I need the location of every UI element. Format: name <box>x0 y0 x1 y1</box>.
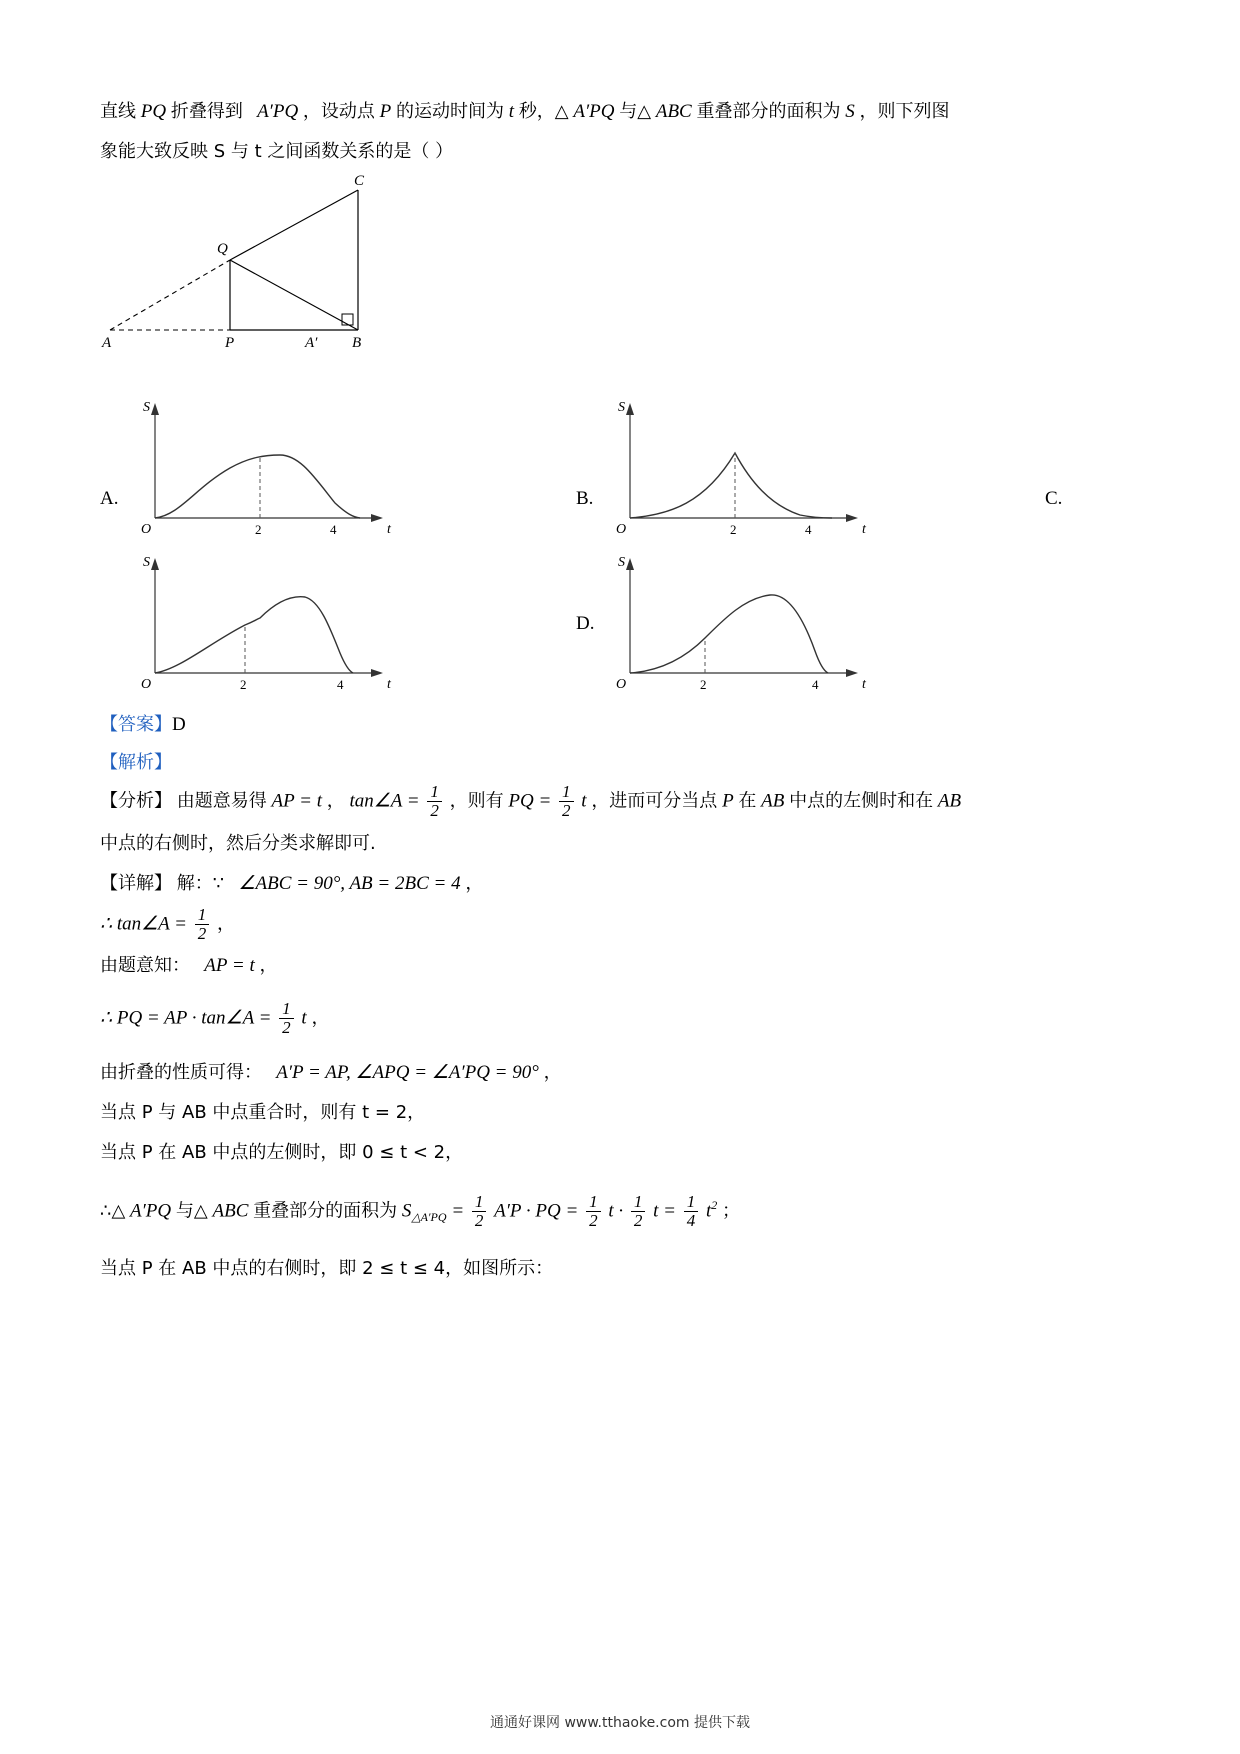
math-p: P <box>379 101 392 122</box>
xiangjie-line-5 <box>100 1056 1140 1090</box>
question-line-1 <box>100 95 1140 129</box>
option-label-b: B. <box>576 488 594 509</box>
math-t-eq: t = <box>653 1200 676 1222</box>
math-t: t <box>705 1200 712 1222</box>
fraction-numerator: 1 <box>562 782 571 801</box>
svg-text:O: O <box>616 677 627 692</box>
math-a-prime-pq: A′PQ <box>257 101 299 122</box>
fraction-numerator: 1 <box>589 1191 598 1211</box>
document-content <box>100 95 1140 1292</box>
fenxi-tag: 【分析】 <box>100 790 172 812</box>
text-fragment: 秒，△ <box>518 101 569 122</box>
xiangjie-line-1 <box>100 867 1140 901</box>
fraction-denominator: 2 <box>195 924 210 943</box>
math-fold-props: A′P = AP, ∠APQ = ∠A′PQ = 90° <box>276 1062 539 1084</box>
fraction-denominator: 2 <box>279 1018 294 1037</box>
math-a-prime-pq: A′PQ <box>130 1200 172 1222</box>
text-fragment: 解：∵ <box>176 872 225 894</box>
math-exponent: 2 <box>711 1198 718 1213</box>
xiangjie-line-8 <box>100 1188 1140 1234</box>
text-fragment: 由折叠的性质可得： <box>100 1062 262 1084</box>
fraction-one-half <box>427 783 442 820</box>
fraction-numerator: 1 <box>430 782 439 801</box>
fraction-one-half-5 <box>472 1193 487 1230</box>
svg-text:S: S <box>618 555 625 570</box>
xiangjie-line-4 <box>100 1001 1140 1038</box>
svg-text:2: 2 <box>255 522 262 537</box>
math-abc: ABC <box>212 1200 249 1222</box>
math-t: t <box>608 1200 614 1222</box>
math-pq-eq: PQ = <box>508 790 552 812</box>
fraction-one-half-4 <box>279 1000 294 1037</box>
math-ab-2: AB <box>937 790 962 812</box>
svg-text:2: 2 <box>700 677 707 692</box>
math-s: S <box>845 101 855 122</box>
text-fragment: 直线 <box>100 101 136 122</box>
fraction-one-half-7 <box>631 1193 646 1230</box>
math-pq: PQ <box>140 101 167 122</box>
option-graph-a <box>125 393 405 543</box>
svg-text:4: 4 <box>805 522 812 537</box>
svg-text:4: 4 <box>337 677 344 692</box>
xiangjie-tag: 【详解】 <box>100 872 172 894</box>
svg-text:Q: Q <box>217 241 228 257</box>
fraction-denominator: 2 <box>631 1211 646 1230</box>
svg-text:4: 4 <box>330 522 337 537</box>
svg-text:C: C <box>354 175 365 189</box>
fraction-numerator: 1 <box>474 1191 484 1211</box>
option-label-c: C. <box>1045 488 1063 509</box>
answer-line <box>100 708 1140 742</box>
xiangjie-line-2 <box>100 904 1140 944</box>
svg-text:t: t <box>862 677 866 692</box>
svg-text:O: O <box>616 522 627 537</box>
text-fragment: 与△ <box>619 101 652 122</box>
svg-text:A: A <box>102 335 112 351</box>
text-fragment: 折叠得到 <box>170 101 243 122</box>
fraction-one-half-6 <box>586 1193 601 1230</box>
math-t: t <box>301 1008 307 1030</box>
svg-text:S: S <box>143 400 150 415</box>
text-fragment: 当点 P 在 AB 中点的右侧时，即 2 ≤ t ≤ 4，如图所示： <box>100 1258 554 1280</box>
fraction-denominator: 2 <box>586 1211 601 1230</box>
text-fragment: 由题意易得 <box>176 790 267 812</box>
svg-text:4: 4 <box>812 677 819 692</box>
analysis-tag: 【解析】 <box>100 752 172 773</box>
text-fragment: ， <box>216 913 235 935</box>
fraction-one-half-2 <box>559 783 574 820</box>
text-fragment: 当点 P 与 AB 中点重合时，则有 t = 2， <box>100 1102 426 1124</box>
option-label-d: D. <box>576 613 595 634</box>
math-s-subscript: △A′PQ <box>411 1210 447 1225</box>
math-tan-a: tan∠A = <box>349 790 420 812</box>
svg-text:O: O <box>141 522 152 537</box>
math-s: S <box>401 1200 412 1222</box>
svg-text:O: O <box>141 677 152 692</box>
text-fragment: ，进而可分当点 <box>591 790 718 812</box>
figure-triangle-abc <box>100 175 520 375</box>
question-line-2 <box>100 135 1140 169</box>
fraction-denominator: 4 <box>684 1211 699 1230</box>
option-graph-d <box>600 553 880 703</box>
page-footer: 通通好课网 www.tthaoke.com 提供下载 <box>490 1715 750 1731</box>
math-tan-a-eq: ∴ tan∠A = <box>100 913 187 935</box>
fraction-numerator: 1 <box>633 1191 643 1211</box>
text-fragment: ，则下列图 <box>859 101 950 122</box>
math-pq-ap-tan: ∴ PQ = AP · tan∠A = <box>100 1008 272 1030</box>
text-fragment: ， <box>326 790 345 812</box>
svg-text:B: B <box>352 335 362 351</box>
answer-value: D <box>172 714 186 735</box>
fraction-numerator: 1 <box>282 999 291 1019</box>
text-fragment: ∴△ <box>100 1200 126 1222</box>
xiangjie-line-6 <box>100 1096 1140 1130</box>
text-fragment: ，设动点 <box>302 101 375 122</box>
option-graph-c <box>125 553 405 703</box>
math-ap-eq-t-2: AP = t <box>204 955 255 977</box>
fraction-denominator: 2 <box>559 801 574 820</box>
option-graphs-row-2 <box>100 553 1140 708</box>
fraction-denominator: 2 <box>472 1211 487 1230</box>
option-label-a: A. <box>100 488 119 509</box>
svg-text:t: t <box>387 522 391 537</box>
fraction-numerator: 1 <box>686 1191 696 1211</box>
math-a-prime-pq-2: A′PQ <box>573 101 615 122</box>
math-aprime-p-pq: A′P · PQ = <box>494 1200 579 1222</box>
svg-text:t: t <box>862 522 866 537</box>
fraction-one-quarter <box>684 1193 699 1230</box>
analysis-fenxi-line-2 <box>100 827 1140 861</box>
xiangjie-line-3 <box>100 949 1140 983</box>
math-abc: ABC <box>655 101 692 122</box>
math-dot: · <box>618 1200 624 1222</box>
text-fragment: 当点 P 在 AB 中点的左侧时，即 0 ≤ t < 2， <box>100 1142 464 1164</box>
svg-text:P: P <box>225 335 235 351</box>
text-fragment: 的运动时间为 <box>396 101 505 122</box>
option-graph-b <box>600 393 880 543</box>
svg-text:A′: A′ <box>305 335 318 351</box>
answer-tag: 【答案】 <box>100 714 172 735</box>
text-fragment: 中点的左侧时和在 <box>789 790 934 812</box>
svg-text:S: S <box>618 400 625 415</box>
text-fragment: ； <box>722 1200 740 1222</box>
math-t: t <box>508 101 515 122</box>
analysis-fenxi-line-1 <box>100 784 1140 821</box>
text-fragment: 重叠部分的面积为 <box>696 101 841 122</box>
math-ab: AB <box>761 790 785 812</box>
text-fragment: 象能大致反映 S 与 t 之间函数关系的是（ ） <box>100 141 454 162</box>
fraction-one-half-3 <box>195 906 210 943</box>
fraction-numerator: 1 <box>197 904 207 924</box>
text-fragment: ， <box>465 872 484 894</box>
math-equals: = <box>451 1200 465 1222</box>
text-fragment: ， <box>259 955 278 977</box>
analysis-tag-line <box>100 746 1140 780</box>
figure-triangle-svg <box>100 175 520 370</box>
svg-text:2: 2 <box>240 677 247 692</box>
svg-text:2: 2 <box>730 522 737 537</box>
text-fragment: ， <box>311 1008 330 1030</box>
math-abc-90: ∠ABC = 90°, AB = 2BC = 4 <box>238 872 461 894</box>
text-fragment: 在 <box>738 790 757 812</box>
text-fragment: 重叠部分的面积为 <box>253 1200 398 1222</box>
xiangjie-line-9 <box>100 1252 1140 1286</box>
text-fragment: 与△ <box>175 1200 208 1222</box>
math-p: P <box>722 790 734 812</box>
fraction-denominator: 2 <box>427 801 442 820</box>
xiangjie-line-7 <box>100 1136 1140 1170</box>
text-fragment: ，则有 <box>449 790 504 812</box>
text-fragment: ， <box>543 1062 562 1084</box>
option-graphs-row-1 <box>100 393 1140 553</box>
svg-text:S: S <box>143 555 150 570</box>
math-t: t <box>581 790 587 812</box>
svg-text:t: t <box>387 677 391 692</box>
text-fragment: 中点的右侧时，然后分类求解即可. <box>100 832 376 854</box>
text-fragment: 由题意知： <box>100 955 190 977</box>
math-ap-eq-t: AP = t <box>271 790 322 812</box>
